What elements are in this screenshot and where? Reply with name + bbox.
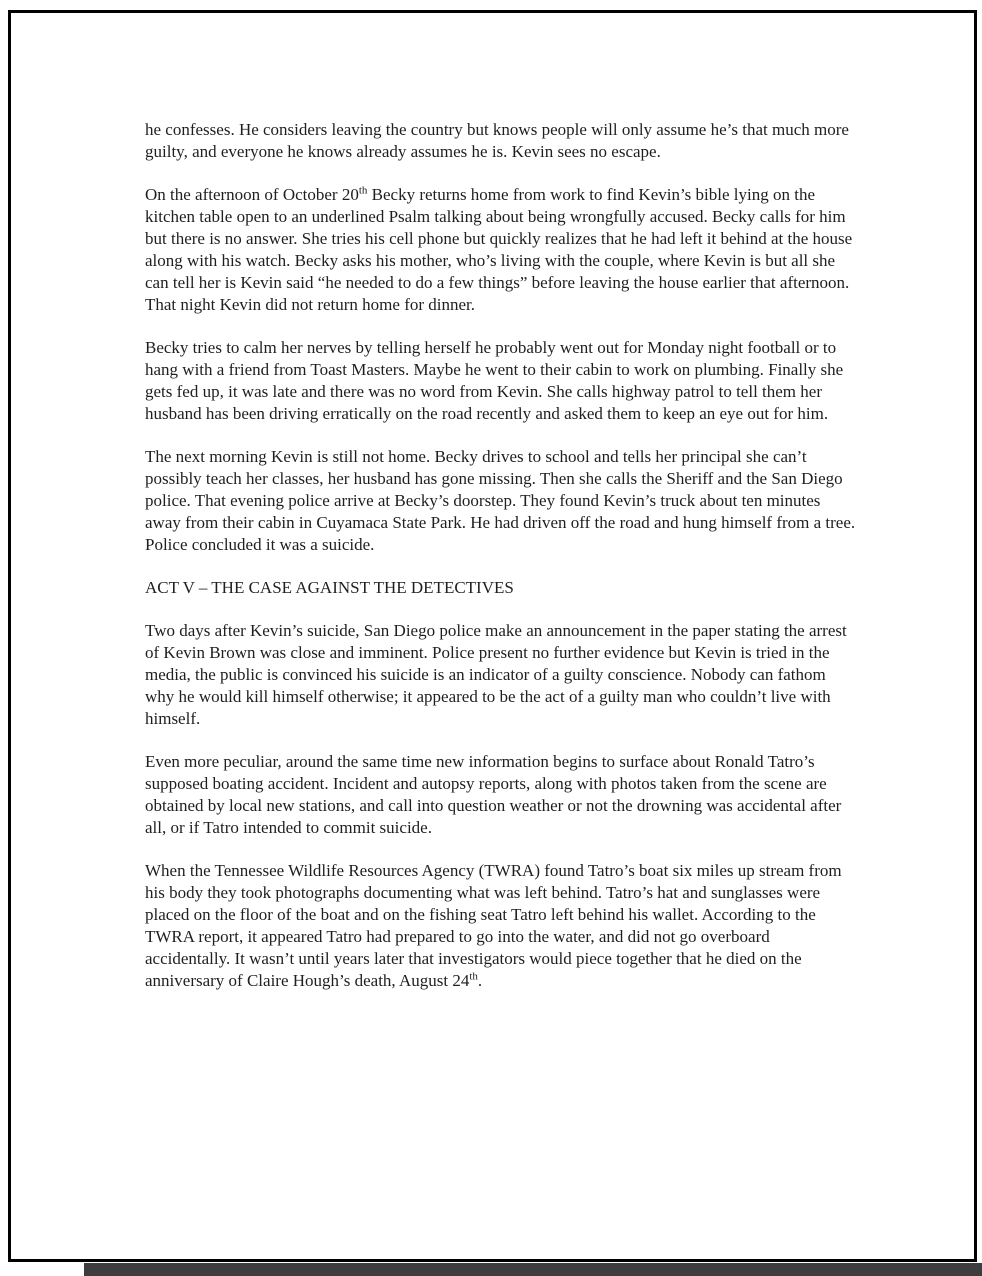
document-text (145, 119, 857, 1013)
paragraph-7-text-post: . (477, 971, 483, 990)
document-page (8, 10, 977, 1262)
paragraph-6: Even more peculiar, around the same time new information begins to surface about Ronald Tatro’s supposed boating accident. Incident and autopsy reports, along with photos taken from the scene are obtained by local new stations, and call into question weather or not the drowning was accidental after all, or if Tatro intended to commit suicide. (145, 752, 842, 837)
paragraph-2-text-post: Becky returns home from work to find Kevin’s bible lying on the kitchen table open to an underlined Psalm talking about being wrongfully accused. Becky calls for him but there is no answer. She tries his cell phone but quickly realizes that he had left it behind at the house along with his watch. Becky asks his mother, who’s living with the couple, where Kevin is but all she can tell her is Kevin said “he needed to do a few things” before leaving the house earlier that afternoon. That night Kevin did not return home for dinner. (145, 185, 853, 314)
paragraph-3: Becky tries to calm her nerves by telling herself he probably went out for Monday night football or to hang with a friend from Toast Masters. Maybe he went to their cabin to work on plumbing. Finally she gets fed up, it was late and there was no word from Kevin. She calls highway patrol to tell them her husband has been driving erratically on the road recently and asked them to keep an eye out for him. (145, 338, 844, 423)
paragraph-5: Two days after Kevin’s suicide, San Diego police make an announcement in the paper stating the arrest of Kevin Brown was close and imminent. Police present no further evidence but Kevin is tried in the media, the public is convinced his suicide is an indicator of a guilty conscience. Nobody can fathom why he would kill himself otherwise; it appeared to be the act of a guilty man who couldn’t live with himself. (145, 621, 847, 728)
paragraph-1: he confesses. He considers leaving the country but knows people will only assume he’s that much more guilty, and everyone he knows already assumes he is. Kevin sees no escape. (145, 120, 849, 161)
ordinal-superscript: th (469, 970, 478, 983)
ordinal-superscript: th (358, 184, 368, 197)
paragraph-7 (145, 860, 857, 992)
section-heading: ACT V – THE CASE AGAINST THE DETECTIVES (145, 578, 514, 597)
paragraph-2-text-pre: On the afternoon of October 20 (145, 185, 359, 204)
paragraph-2 (145, 184, 857, 316)
next-page-edge (84, 1263, 982, 1276)
paragraph-7-text-pre: When the Tennessee Wildlife Resources Agency (TWRA) found Tatro’s boat six miles up stream from his body they took photographs documenting what was left behind. Tatro’s hat and sunglasses were placed on the floor of the boat and on the fishing seat Tatro left behind his wallet. According to the TWRA report, it appeared Tatro had prepared to go into the water, and did not go overboard accidentally. It wasn’t until years later that investigators would piece together that he died on the anniversary of Claire Hough’s death, August 24 (145, 861, 842, 990)
paragraph-4: The next morning Kevin is still not home. Becky drives to school and tells her principal she can’t possibly teach her classes, her husband has gone missing. Then she calls the Sheriff and the San Diego police. That evening police arrive at Becky’s doorstep. They found Kevin’s truck about ten minutes away from their cabin in Cuyamaca State Park. He had driven off the road and hung himself from a tree. Police concluded it was a suicide. (145, 447, 856, 554)
